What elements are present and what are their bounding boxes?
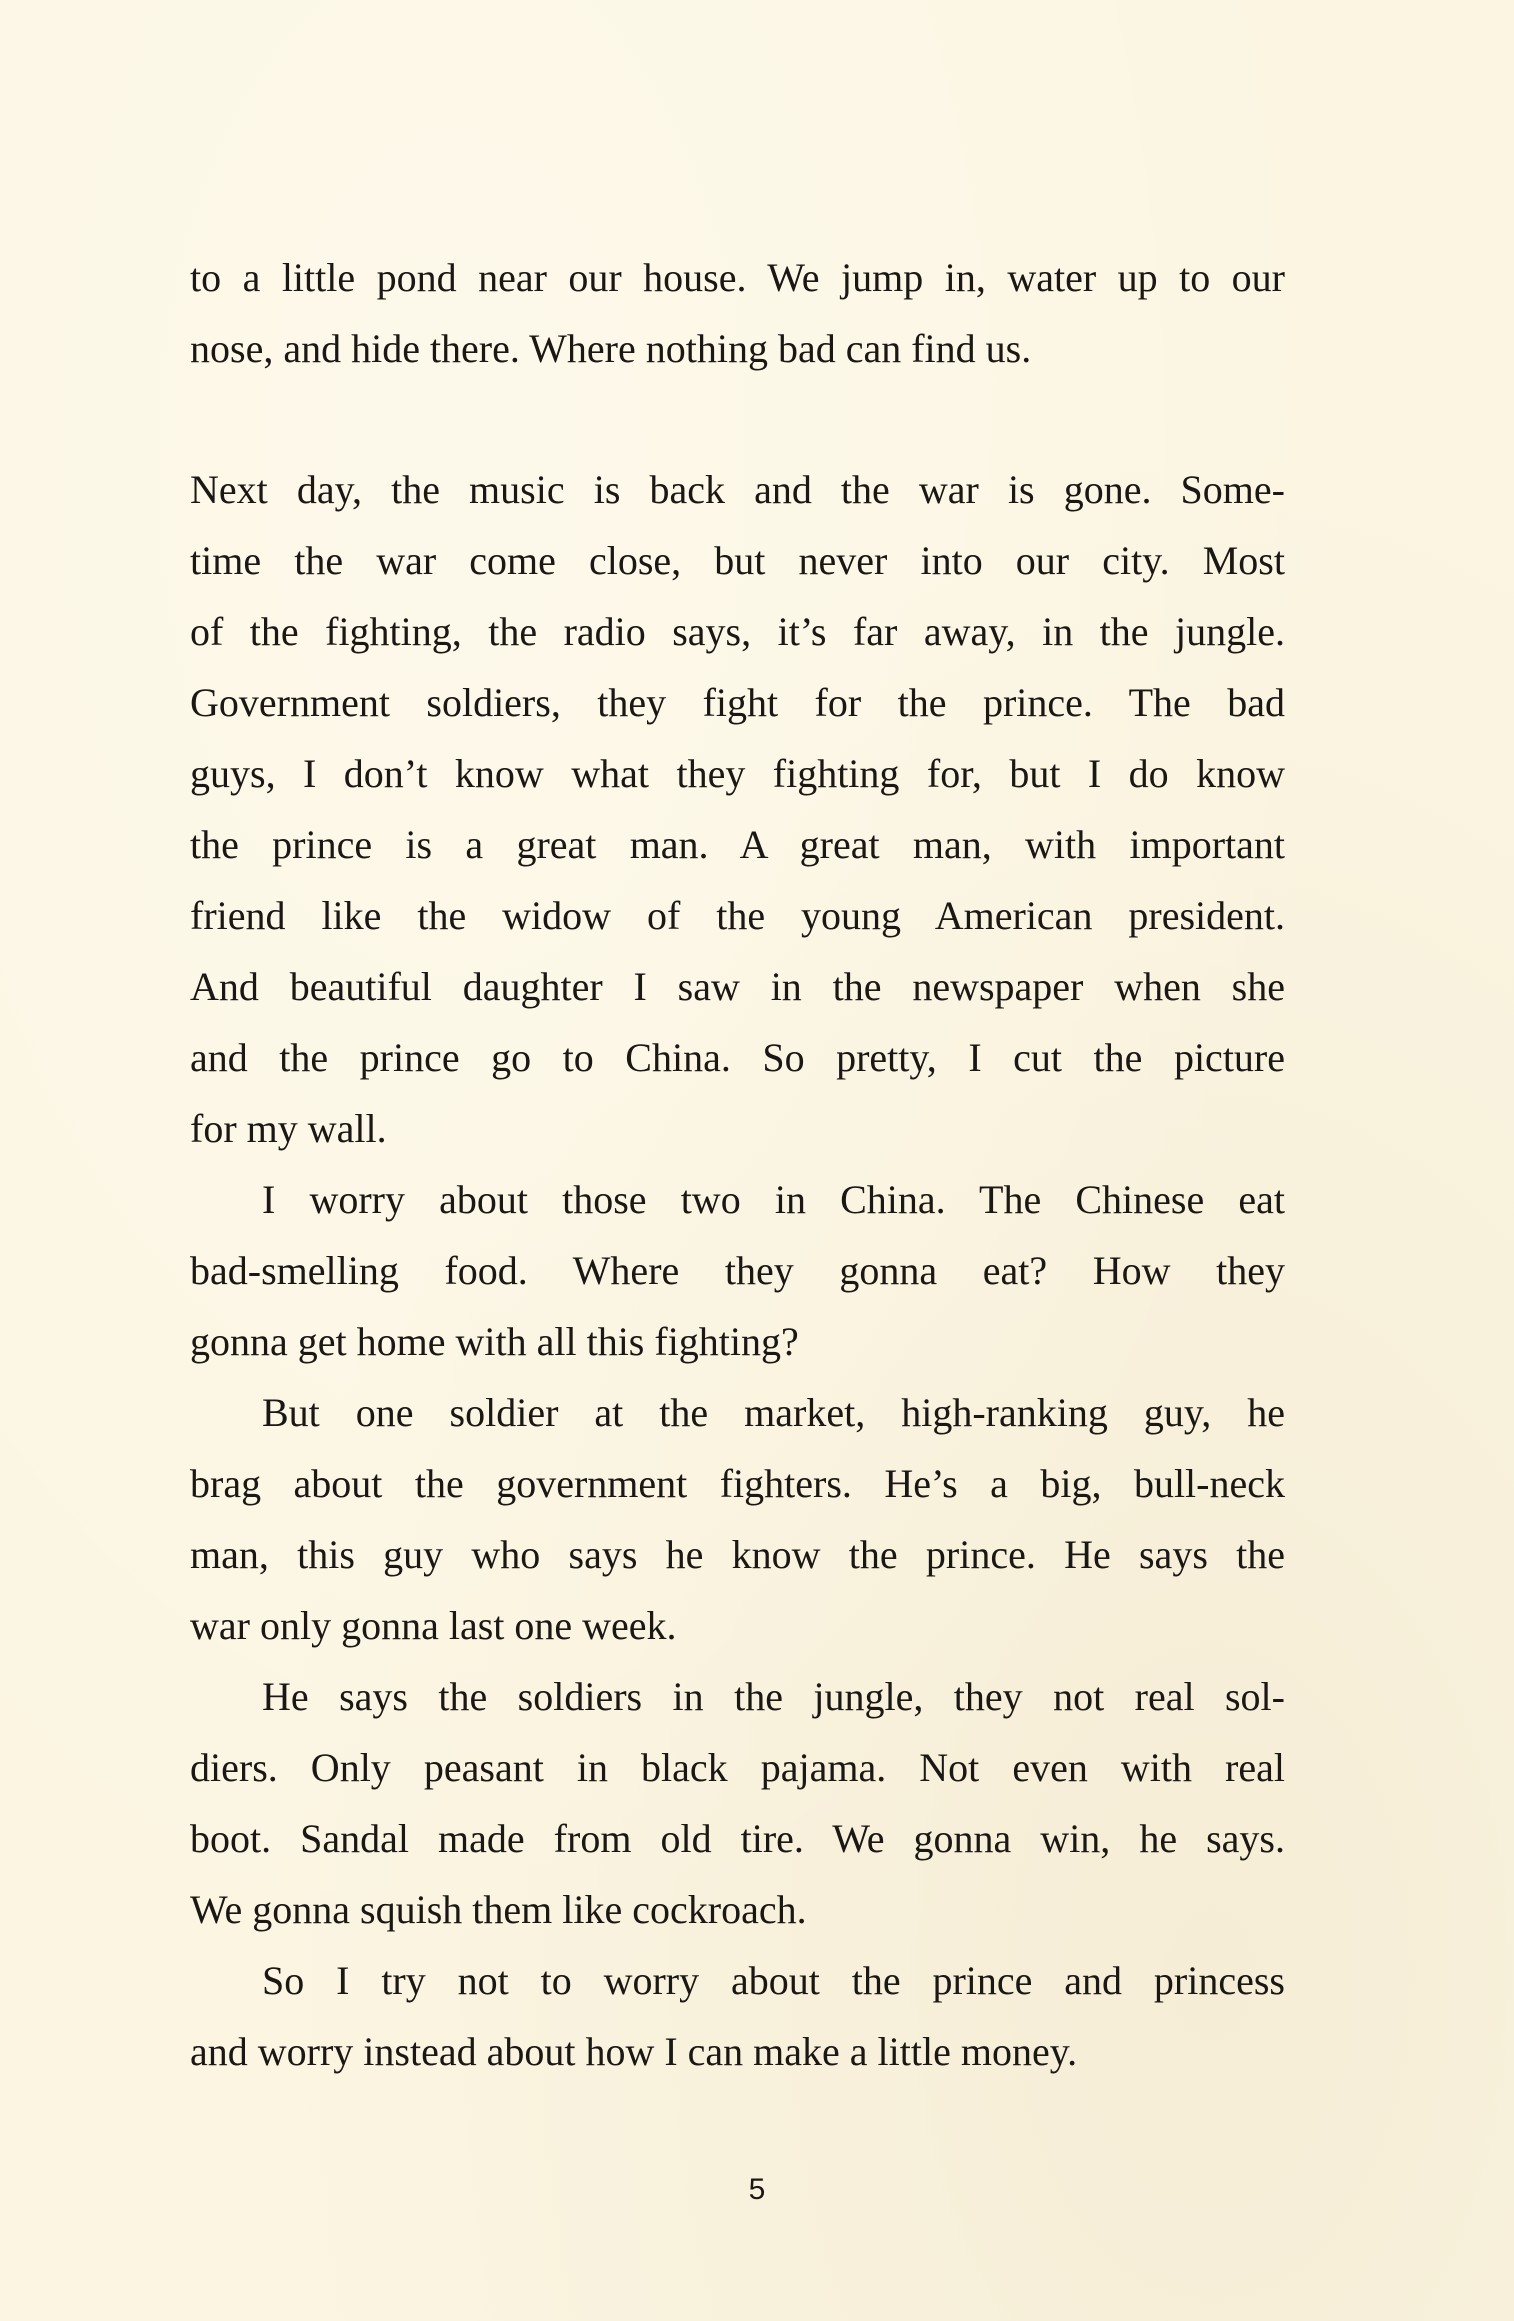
text-line: for my wall.: [190, 1106, 387, 1151]
paragraph: [190, 1661, 1285, 1945]
text-line: But one soldier at the market, high-ranking guy, he: [262, 1390, 1285, 1435]
text-line: bad-smelling food. Where they gonna eat? How they: [190, 1248, 1285, 1293]
text-line: boot. Sandal made from old tire. We gonna win, he says.: [190, 1816, 1285, 1861]
text-line: We gonna squish them like cockroach.: [190, 1887, 807, 1932]
paragraph: [190, 1945, 1285, 2087]
text-line: the prince is a great man. A great man, with important: [190, 822, 1285, 867]
paragraph: [190, 454, 1285, 1164]
text-line: gonna get home with all this fighting?: [190, 1319, 799, 1364]
text-line: to a little pond near our house. We jump in, water up to our: [190, 255, 1285, 300]
text-line: and worry instead about how I can make a little money.: [190, 2029, 1078, 2074]
text-line: friend like the widow of the young American president.: [190, 893, 1285, 938]
body-text: [190, 242, 1285, 2087]
text-line: diers. Only peasant in black pajama. Not even with real: [190, 1745, 1285, 1790]
text-line: Government soldiers, they fight for the prince. The bad: [190, 680, 1285, 725]
text-line: and the prince go to China. So pretty, I cut the picture: [190, 1035, 1285, 1080]
paragraph-gap: [190, 384, 1285, 454]
paragraph: [190, 1377, 1285, 1661]
text-line: brag about the government fighters. He’s a big, bull-neck: [190, 1461, 1285, 1506]
text-line: time the war come close, but never into our city. Most: [190, 538, 1285, 583]
text-line: And beautiful daughter I saw in the newspaper when she: [190, 964, 1285, 1009]
paragraph: [190, 1164, 1285, 1377]
page-number: 5: [748, 2173, 766, 2206]
text-line: So I try not to worry about the prince and princess: [262, 1958, 1285, 2003]
paragraph: [190, 242, 1285, 384]
text-line: man, this guy who says he know the prince. He says the: [190, 1532, 1285, 1577]
text-line: He says the soldiers in the jungle, they not real sol-: [262, 1674, 1285, 1719]
text-line: guys, I don’t know what they fighting for, but I do know: [190, 751, 1285, 796]
text-line: war only gonna last one week.: [190, 1603, 677, 1648]
text-line: Next day, the music is back and the war is gone. Some-: [190, 467, 1285, 512]
text-line: of the fighting, the radio says, it’s far away, in the jungle.: [190, 609, 1285, 654]
text-line: nose, and hide there. Where nothing bad can find us.: [190, 326, 1032, 371]
text-line: I worry about those two in China. The Chinese eat: [262, 1177, 1285, 1222]
